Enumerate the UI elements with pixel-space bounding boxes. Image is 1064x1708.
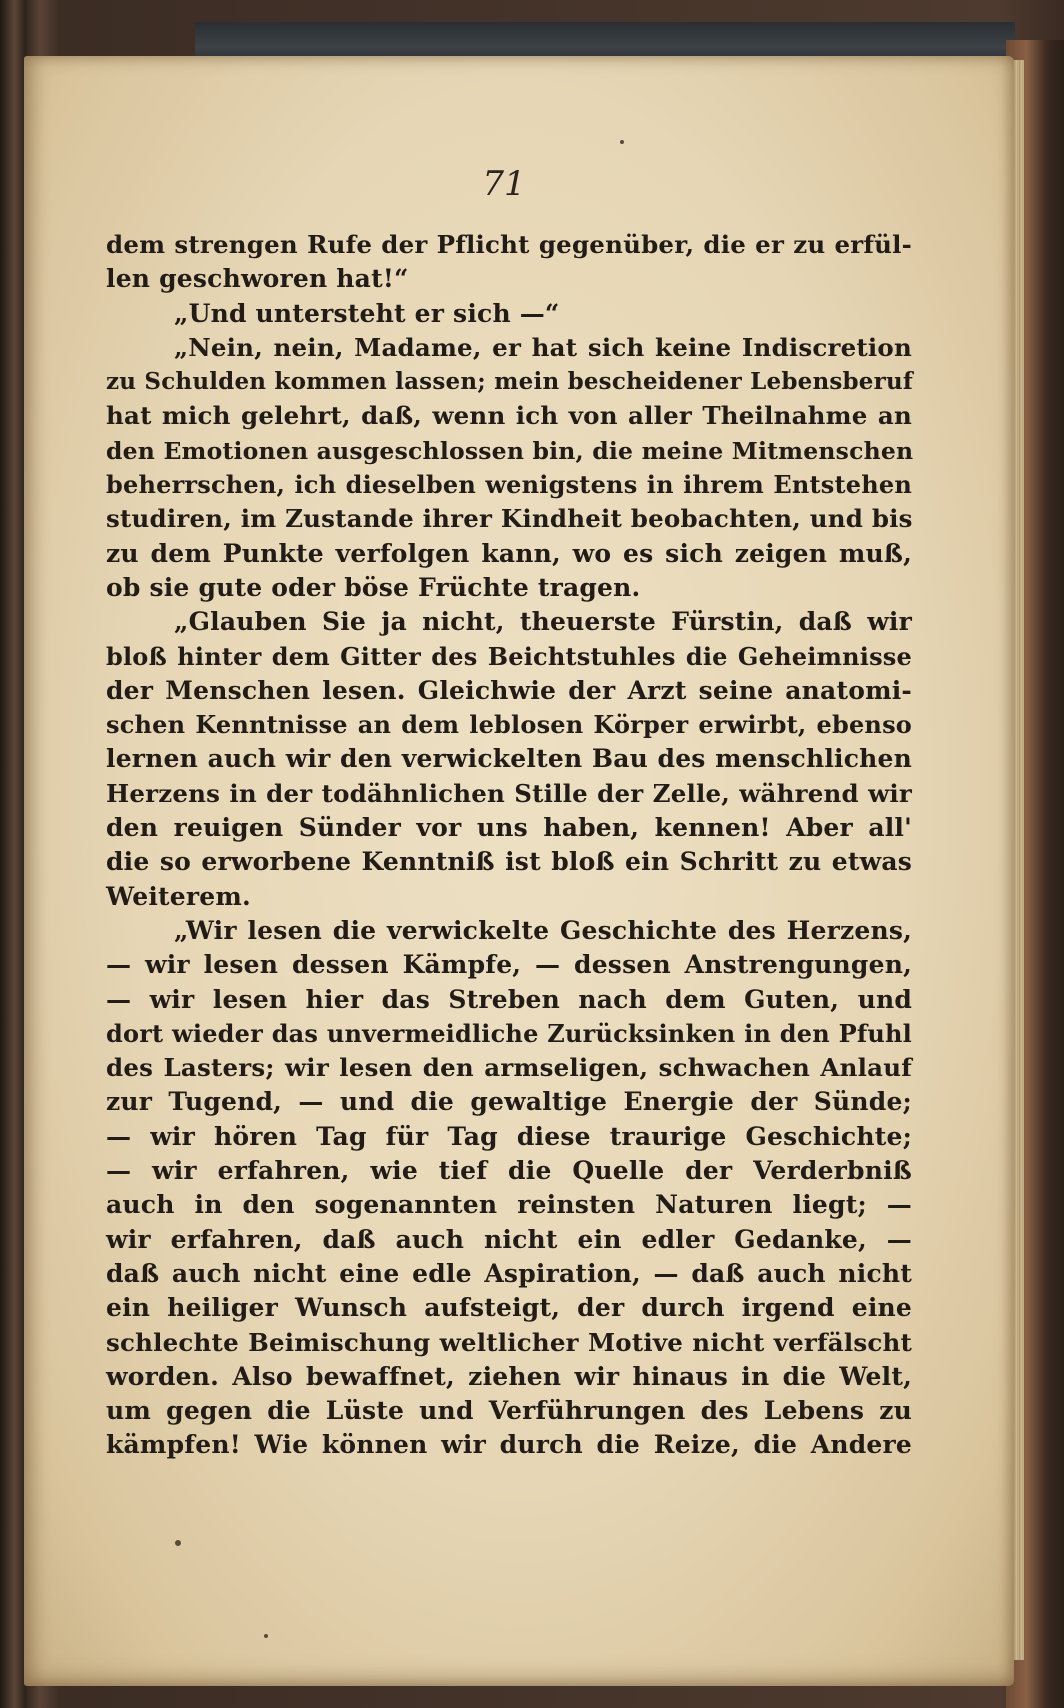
text-line: Weiterem.	[106, 881, 251, 911]
text-line: lernen auch wir den verwickelten Bau des menschlichen	[106, 744, 912, 774]
text-line: „Wir lesen die verwickelte Geschichte des Herzens,	[174, 915, 912, 945]
ink-speck	[264, 1634, 268, 1638]
text-line: ein heiliger Wunsch aufsteigt, der durch irgend eine	[106, 1293, 912, 1323]
text-line: „Und untersteht er sich —“	[174, 298, 560, 328]
text-line: „Nein, nein, Madame, er hat sich keine Indiscretion	[174, 332, 912, 362]
text-line: — wir lesen dessen Kämpfe, — dessen Anstrengungen,	[106, 950, 912, 980]
text-line: „Glauben Sie ja nicht, theuerste Fürstin, daß wir	[174, 607, 912, 637]
text-line: — wir lesen hier das Streben nach dem Guten, und	[106, 984, 912, 1014]
text-line: — wir erfahren, wie tief die Quelle der Verderbniß	[106, 1156, 912, 1186]
text-line: dem strengen Rufe der Pflicht gegenüber, die er zu erfül-	[106, 230, 912, 259]
body-text	[106, 228, 912, 1463]
ink-speck	[175, 1540, 181, 1546]
text-line: kämpfen! Wie können wir durch die Reize, die Andere	[106, 1430, 912, 1460]
text-line: ob sie gute oder böse Früchte tragen.	[106, 572, 641, 602]
text-line: daß auch nicht eine edle Aspiration, — daß auch nicht	[106, 1258, 912, 1288]
text-line: zu Schulden kommen lassen; mein bescheidener Lebensberuf	[106, 368, 913, 396]
ink-speck	[620, 140, 624, 144]
text-line: um gegen die Lüste und Verführungen des Lebens zu	[106, 1396, 912, 1426]
text-line: der Menschen lesen. Gleichwie der Arzt seine anatomi-	[106, 675, 912, 705]
text-line: die so erworbene Kenntniß ist bloß ein Schritt zu etwas	[106, 847, 912, 877]
text-line: beherrschen, ich dieselben wenigstens in ihrem Entstehen	[106, 470, 912, 500]
text-line: des Lasters; wir lesen den armseligen, schwachen Anlauf	[106, 1053, 912, 1083]
text-line: schen Kenntnisse an dem leblosen Körper erwirbt, ebenso	[106, 710, 912, 740]
text-line: wir erfahren, daß auch nicht ein edler Gedanke, —	[106, 1224, 912, 1254]
text-line: zur Tugend, — und die gewaltige Energie der Sünde;	[106, 1087, 912, 1117]
text-line: bloß hinter dem Gitter des Beichtstuhles die Geheimnisse	[106, 641, 912, 671]
book-spine-left	[0, 0, 26, 1708]
text-line: — wir hören Tag für Tag diese traurige Geschichte;	[106, 1121, 912, 1151]
text-line: len geschworen hat!“	[106, 264, 409, 294]
text-line: Herzens in der todähnlichen Stille der Zelle, während wir	[106, 778, 912, 808]
page-number: 71	[482, 164, 526, 204]
text-line: auch in den sogenannten reinsten Naturen liegt; —	[106, 1190, 912, 1220]
text-line: den reuigen Sünder vor uns haben, kennen! Aber all'	[106, 813, 912, 843]
text-line: hat mich gelehrt, daß, wenn ich von aller Theilnahme an	[106, 401, 912, 431]
text-line: dort wieder das unvermeidliche Zurücksinken in den Pfuhl	[106, 1018, 912, 1048]
text-line: schlechte Beimischung weltlicher Motive nicht verfälscht	[106, 1327, 912, 1357]
text-line: worden. Also bewaffnet, ziehen wir hinaus in die Welt,	[106, 1361, 912, 1391]
text-line: den Emotionen ausgeschlossen bin, die meine Mitmenschen	[106, 436, 914, 465]
text-line: studiren, im Zustande ihrer Kindheit beobachten, und bis	[106, 504, 913, 534]
text-line: zu dem Punkte verfolgen kann, wo es sich zeigen muß,	[106, 538, 912, 568]
